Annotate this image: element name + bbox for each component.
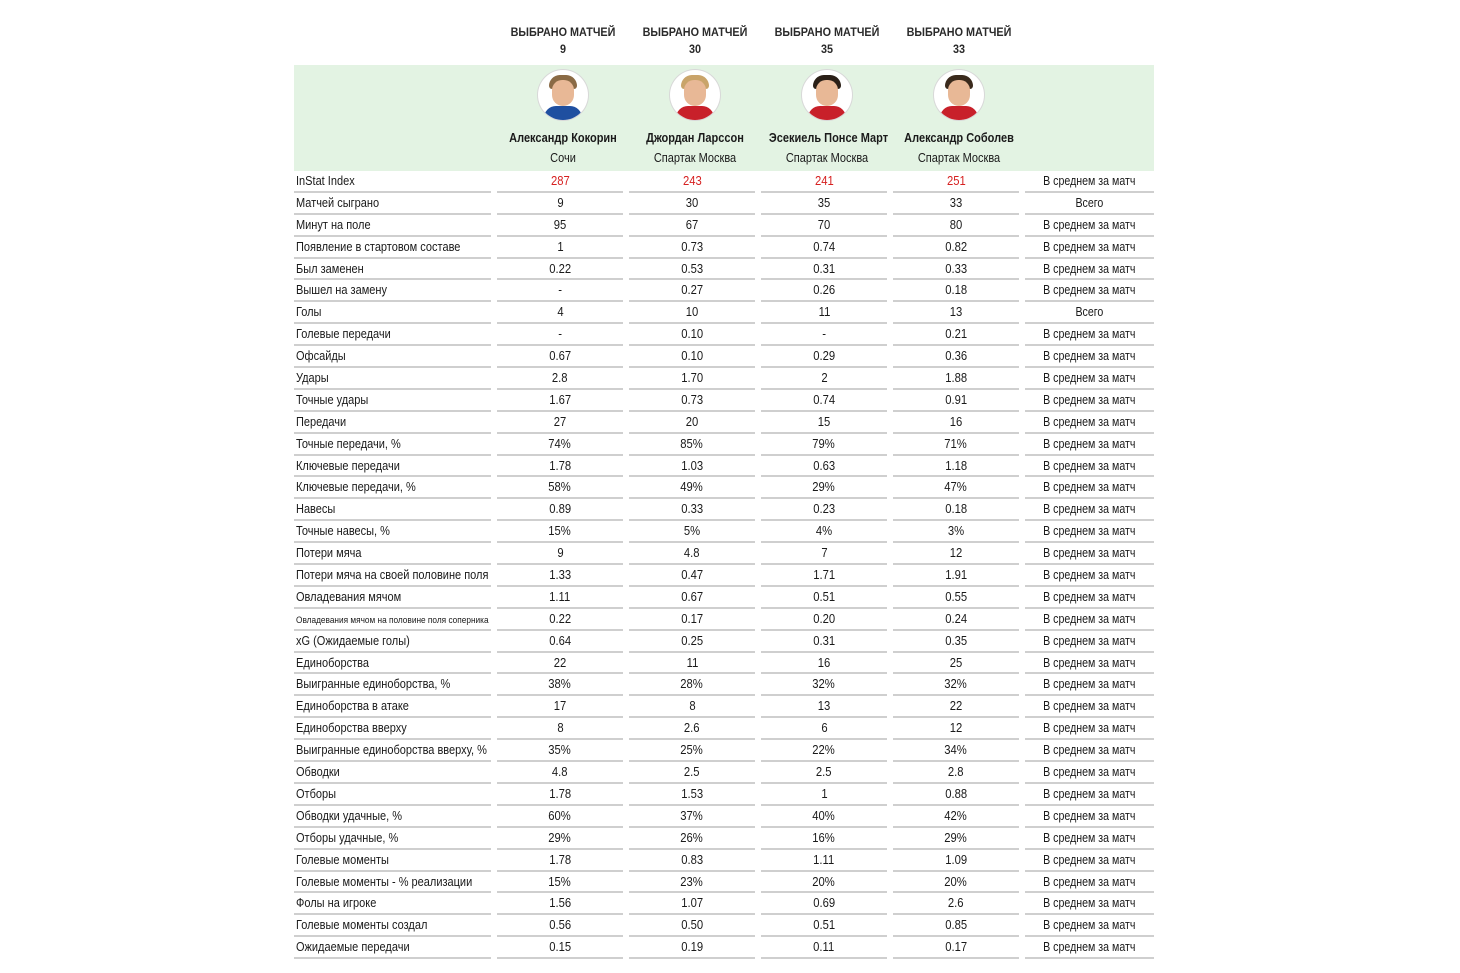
stat-value: 0.24 [893,609,1019,631]
stat-value: 67 [629,215,755,237]
stat-value: 22 [497,653,623,675]
table-row [294,237,1154,259]
stat-note: В среднем за матч [1025,412,1154,434]
stat-value: - [497,324,623,346]
stat-label: Точные навесы, % [294,521,491,543]
player-card [761,65,893,171]
stat-value: 1.53 [629,784,755,806]
stat-value: 28% [629,674,755,696]
stat-value: 0.55 [893,587,1019,609]
stat-note: В среднем за матч [1025,521,1154,543]
table-row [294,412,1154,434]
table-row [294,259,1154,281]
stat-value: 1.88 [893,368,1019,390]
stat-value: 0.50 [629,915,755,937]
stat-value: 5% [629,521,755,543]
stat-note: В среднем за матч [1025,587,1154,609]
stat-value: 1 [497,237,623,259]
stat-value: 0.69 [761,893,887,915]
stat-value: 33 [893,193,1019,215]
stat-value: 13 [761,696,887,718]
table-row [294,346,1154,368]
stat-value: 0.31 [761,259,887,281]
stat-label: Отборы [294,784,491,806]
stat-value: 0.74 [761,390,887,412]
stat-label: Единоборства [294,653,491,675]
stat-value: 0.29 [761,346,887,368]
stat-value: 13 [893,302,1019,324]
stat-value: 1.78 [497,850,623,872]
stat-value: 79% [761,434,887,456]
players-header [294,65,1154,171]
player-card [893,65,1025,171]
stat-value: 0.26 [761,280,887,302]
table-row [294,171,1154,193]
stat-note: В среднем за матч [1025,653,1154,675]
stat-value: 0.18 [893,280,1019,302]
stat-label: Вышел на замену [294,280,491,302]
stat-note: В среднем за матч [1025,893,1154,915]
stat-value: 15% [497,872,623,894]
stat-value: 74% [497,434,623,456]
stat-value: 29% [893,828,1019,850]
table-row [294,499,1154,521]
stat-value: 10 [629,302,755,324]
stat-value: 0.73 [629,237,755,259]
stat-note: В среднем за матч [1025,937,1154,959]
stat-note: В среднем за матч [1025,346,1154,368]
stat-label: Выигранные единоборства, % [294,674,491,696]
player-team: Сочи [550,151,576,165]
stat-value: 0.53 [629,259,755,281]
table-row [294,302,1154,324]
stat-value: 0.23 [761,499,887,521]
table-row [294,850,1154,872]
table-row [294,543,1154,565]
stat-value: 0.31 [761,631,887,653]
stat-value: 40% [761,806,887,828]
stat-value: 3% [893,521,1019,543]
stat-value: 0.89 [497,499,623,521]
stat-value: 0.17 [629,609,755,631]
stat-label: Обводки [294,762,491,784]
stat-value: 1.11 [497,587,623,609]
table-row [294,762,1154,784]
stat-value: 1 [761,784,887,806]
stat-value: 287 [497,171,623,193]
stat-value: 22% [761,740,887,762]
table-row [294,696,1154,718]
table-row [294,631,1154,653]
player-name: Александр Соболев [904,131,1014,145]
stat-note: В среднем за матч [1025,215,1154,237]
stat-value: 0.91 [893,390,1019,412]
stat-note: В среднем за матч [1025,609,1154,631]
stat-note: В среднем за матч [1025,368,1154,390]
stat-note: В среднем за матч [1025,390,1154,412]
stat-note: В среднем за матч [1025,565,1154,587]
stat-value: 0.73 [629,390,755,412]
stat-value: 12 [893,543,1019,565]
stat-note: В среднем за матч [1025,806,1154,828]
stat-value: 243 [629,171,755,193]
stat-value: 0.17 [893,937,1019,959]
stat-value: 71% [893,434,1019,456]
stat-value: 0.19 [629,937,755,959]
stat-value: 37% [629,806,755,828]
stat-value: 42% [893,806,1019,828]
stat-value: 2 [761,368,887,390]
stat-value: 0.67 [497,346,623,368]
stat-value: 0.74 [761,237,887,259]
stat-value: 1.71 [761,565,887,587]
stat-value: 1.78 [497,456,623,478]
stat-value: 0.33 [893,259,1019,281]
stat-note: В среднем за матч [1025,762,1154,784]
table-row [294,565,1154,587]
stat-label: Передачи [294,412,491,434]
stat-value: 49% [629,477,755,499]
stat-label: Офсайды [294,346,491,368]
stat-value: 0.85 [893,915,1019,937]
player-photo [538,70,588,120]
stat-value: 0.33 [629,499,755,521]
stat-note: Всего [1025,302,1154,324]
stat-value: 25 [893,653,1019,675]
table-row [294,828,1154,850]
stat-value: 80 [893,215,1019,237]
player-name: Джордан Ларссон [646,131,744,145]
table-row [294,718,1154,740]
stat-value: 1.78 [497,784,623,806]
stat-note: В среднем за матч [1025,740,1154,762]
stat-note: В среднем за матч [1025,477,1154,499]
table-row [294,280,1154,302]
table-row [294,456,1154,478]
stat-value: 0.21 [893,324,1019,346]
stat-value: 2.8 [497,368,623,390]
stat-note: В среднем за матч [1025,872,1154,894]
stat-label: Матчей сыграно [294,193,491,215]
stat-note: В среднем за матч [1025,850,1154,872]
stat-value: 2.6 [629,718,755,740]
stat-value: 0.27 [629,280,755,302]
stat-value: 47% [893,477,1019,499]
stat-value: 60% [497,806,623,828]
table-row [294,653,1154,675]
stat-value: 4% [761,521,887,543]
stat-value: 1.03 [629,456,755,478]
stat-value: 0.56 [497,915,623,937]
matches-selected-2: ВЫБРАНО МАТЧЕЙ 30 [642,25,748,56]
stat-value: 20% [893,872,1019,894]
table-row [294,215,1154,237]
stat-value: 1.56 [497,893,623,915]
stat-value: 29% [761,477,887,499]
table-row [294,324,1154,346]
stat-label: Фолы на игроке [294,893,491,915]
stat-label: Точные передачи, % [294,434,491,456]
stat-note: В среднем за матч [1025,631,1154,653]
table-row [294,784,1154,806]
comparison-table [294,18,1154,959]
stat-note: В среднем за матч [1025,324,1154,346]
stat-value: 1.18 [893,456,1019,478]
stat-label: Голевые моменты [294,850,491,872]
player-card [497,65,629,171]
table-row [294,937,1154,959]
stat-value: 0.22 [497,259,623,281]
stat-value: 20% [761,872,887,894]
stat-label: Голевые моменты создал [294,915,491,937]
player-name: Эсекиель Понсе Март [768,131,889,145]
player-photo [934,70,984,120]
stat-note: В среднем за матч [1025,171,1154,193]
stat-value: 38% [497,674,623,696]
matches-header [294,18,1154,65]
stat-value: 9 [497,193,623,215]
stat-label: Удары [294,368,491,390]
table-row [294,915,1154,937]
stat-value: 25% [629,740,755,762]
player-team: Спартак Москва [653,151,737,165]
table-row [294,193,1154,215]
stat-value: 0.10 [629,346,755,368]
stat-value: 23% [629,872,755,894]
stat-note: В среднем за матч [1025,718,1154,740]
stat-label: Единоборства в атаке [294,696,491,718]
stat-value: 0.82 [893,237,1019,259]
stat-value: 6 [761,718,887,740]
stat-value: 85% [629,434,755,456]
stat-label: Обводки удачные, % [294,806,491,828]
stat-label: Навесы [294,499,491,521]
stat-note: В среднем за матч [1025,499,1154,521]
stat-value: 0.25 [629,631,755,653]
stat-label: xG (Ожидаемые голы) [294,631,491,653]
stat-label: Был заменен [294,259,491,281]
stat-value: 4 [497,302,623,324]
table-row [294,806,1154,828]
table-row [294,740,1154,762]
stat-value: 34% [893,740,1019,762]
stat-value: 2.5 [761,762,887,784]
stat-value: 0.36 [893,346,1019,368]
matches-selected-3: ВЫБРАНО МАТЧЕЙ 35 [774,25,880,56]
stat-value: 95 [497,215,623,237]
player-team: Спартак Москва [917,151,1001,165]
matches-selected-4: ВЫБРАНО МАТЧЕЙ 33 [906,25,1012,56]
stat-note: В среднем за матч [1025,237,1154,259]
stat-label: Ключевые передачи [294,456,491,478]
stat-note: В среднем за матч [1025,784,1154,806]
stat-value: 11 [629,653,755,675]
stat-value: 1.91 [893,565,1019,587]
stat-value: 11 [761,302,887,324]
stat-value: 8 [629,696,755,718]
stat-note: В среднем за матч [1025,915,1154,937]
stat-value: 2.5 [629,762,755,784]
stat-label: Минут на поле [294,215,491,237]
stat-value: 0.64 [497,631,623,653]
stat-label: Ключевые передачи, % [294,477,491,499]
table-row [294,434,1154,456]
stat-value: 1.07 [629,893,755,915]
stat-value: 1.70 [629,368,755,390]
table-row [294,893,1154,915]
stat-value: 9 [497,543,623,565]
table-row [294,368,1154,390]
stat-value: 16% [761,828,887,850]
stat-value: 16 [761,653,887,675]
stat-label: Голевые передачи [294,324,491,346]
table-row [294,609,1154,631]
stat-label: Потери мяча на своей половине поля [294,565,491,587]
player-team: Спартак Москва [785,151,869,165]
stat-value: 35 [761,193,887,215]
table-row [294,521,1154,543]
stat-label: Голевые моменты - % реализации [294,872,491,894]
player-photo [802,70,852,120]
stat-value: 2.6 [893,893,1019,915]
stat-value: 0.67 [629,587,755,609]
stat-label: Ожидаемые передачи [294,937,491,959]
stat-value: 29% [497,828,623,850]
stat-value: 1.11 [761,850,887,872]
stat-label: InStat Index [294,171,491,193]
stat-value: 0.10 [629,324,755,346]
table-row [294,587,1154,609]
stat-value: 15% [497,521,623,543]
stat-value: 0.22 [497,609,623,631]
stat-value: 2.8 [893,762,1019,784]
stat-value: - [761,324,887,346]
stat-value: 22 [893,696,1019,718]
stat-value: 12 [893,718,1019,740]
stat-note: В среднем за матч [1025,434,1154,456]
stat-value: 4.8 [497,762,623,784]
table-row [294,674,1154,696]
stat-value: 17 [497,696,623,718]
stat-value: 1.33 [497,565,623,587]
stat-value: 1.09 [893,850,1019,872]
player-card [629,65,761,171]
stat-label: Выигранные единоборства вверху, % [294,740,491,762]
stat-value: 0.11 [761,937,887,959]
stat-note: Всего [1025,193,1154,215]
stat-value: 26% [629,828,755,850]
stat-label: Появление в стартовом составе [294,237,491,259]
stat-label: Единоборства вверху [294,718,491,740]
table-row [294,477,1154,499]
stat-value: - [497,280,623,302]
stat-value: 0.35 [893,631,1019,653]
stat-label: Голы [294,302,491,324]
stat-value: 0.51 [761,915,887,937]
stat-value: 0.18 [893,499,1019,521]
stat-value: 27 [497,412,623,434]
stat-value: 1.67 [497,390,623,412]
stat-value: 20 [629,412,755,434]
stat-value: 8 [497,718,623,740]
stat-value: 7 [761,543,887,565]
stat-value: 32% [761,674,887,696]
stat-note: В среднем за матч [1025,543,1154,565]
stat-value: 0.83 [629,850,755,872]
stat-label: Овладевания мячом [294,587,491,609]
matches-selected-1: ВЫБРАНО МАТЧЕЙ 9 [510,25,616,56]
stat-value: 35% [497,740,623,762]
stat-value: 16 [893,412,1019,434]
stat-value: 0.63 [761,456,887,478]
stat-note: В среднем за матч [1025,259,1154,281]
stat-label: Овладевания мячом на половине поля соперника [294,609,491,631]
stat-value: 241 [761,171,887,193]
stat-value: 30 [629,193,755,215]
stat-note: В среднем за матч [1025,456,1154,478]
player-photo [670,70,720,120]
stat-value: 70 [761,215,887,237]
stat-value: 32% [893,674,1019,696]
stat-label: Отборы удачные, % [294,828,491,850]
stat-note: В среднем за матч [1025,280,1154,302]
stat-value: 4.8 [629,543,755,565]
table-row [294,390,1154,412]
stat-value: 251 [893,171,1019,193]
stat-note: В среднем за матч [1025,674,1154,696]
stat-note: В среднем за матч [1025,696,1154,718]
stat-label: Потери мяча [294,543,491,565]
stat-value: 0.15 [497,937,623,959]
stat-value: 0.51 [761,587,887,609]
stats-rows [294,171,1154,959]
stat-label: Точные удары [294,390,491,412]
stat-value: 58% [497,477,623,499]
stat-note: В среднем за матч [1025,828,1154,850]
stat-value: 0.88 [893,784,1019,806]
stat-value: 15 [761,412,887,434]
stat-value: 0.20 [761,609,887,631]
stat-value: 0.47 [629,565,755,587]
table-row [294,872,1154,894]
player-name: Александр Кокорин [509,131,617,145]
